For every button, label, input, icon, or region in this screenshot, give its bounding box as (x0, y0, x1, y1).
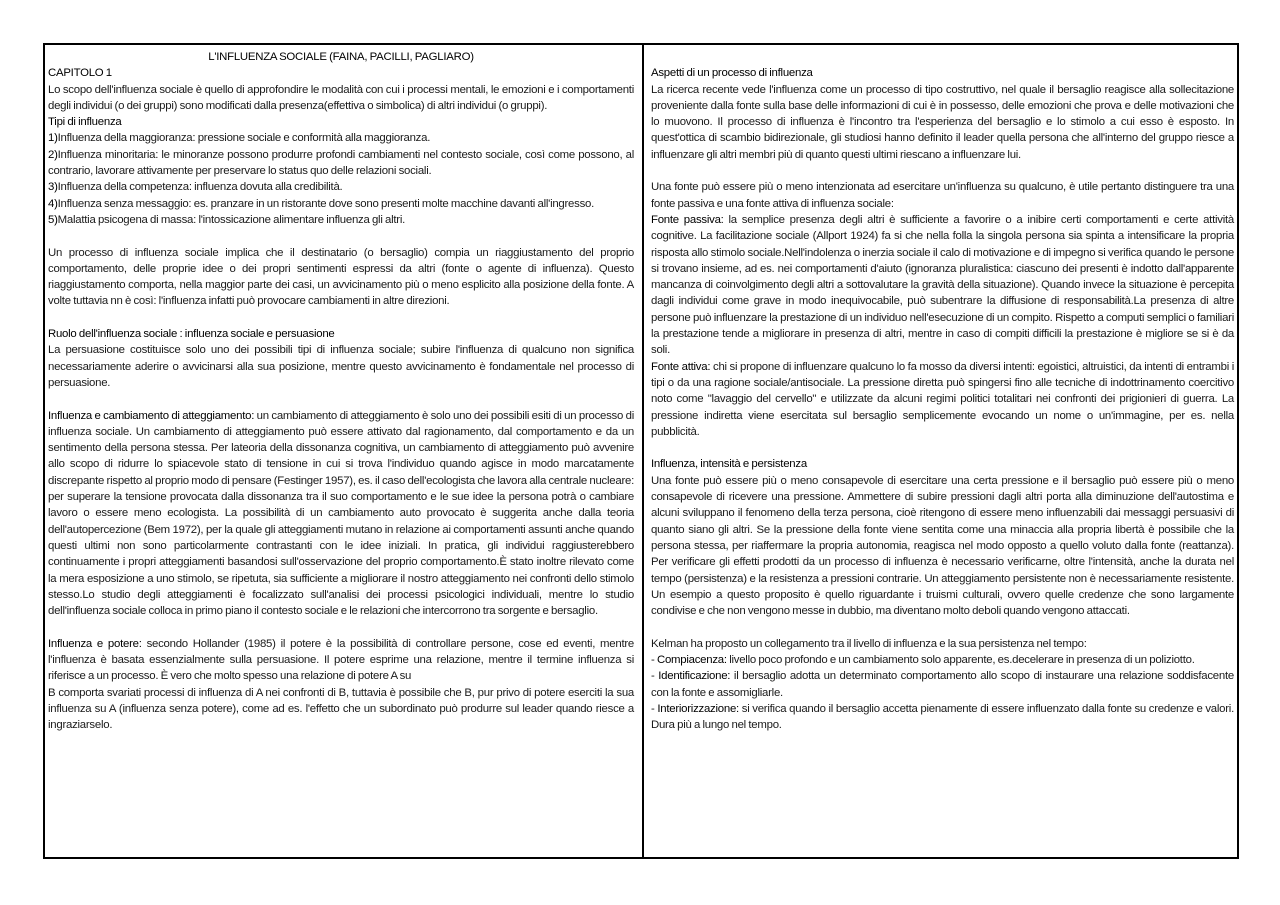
type-item: 3)Influenza della competenza: influenza dovuta alla credibilità. (48, 181, 343, 194)
role-heading: Ruolo dell'influenza sociale : influenza sociale e persuasione (48, 328, 335, 341)
kelman-item: - Interiorizzazione: si verifica quando il bersaglio accetta pienamente di essere influenzato dalla fonte su credenze e valori. Dura più a lungo nel tempo. (651, 702, 1234, 732)
kelman-intro: Kelman ha proposto un collegamento tra il livello di influenza e la sua persistenza nel tempo: (651, 637, 1087, 650)
attitude-paragraph: Influenza e cambiamento di atteggiamento: un cambiamento di atteggiamento è solo uno dei possibili esiti di un processo di influenza sociale. Un cambiamento di atteggiamento può essere attivato dal ragionamento, dal comportamento e da un sentimento della persona stessa. Per lateoria della dissonanza cognitiva, un cambiamento di atteggiamento può avvenire allo scopo di ridurre lo spiacevole stato di tensione in cui si trova l'individuo quando agisce in modo marcatamente discrepante rispetto al proprio modo di pensare (Festinger 1957), es. il caso dell'ecologista che lavora alla centrale nucleare: per superare la tensione provocata dalla dissonanza tra il suo comportamento e le sue idee la persona potrà o cambiare lavoro o essere meno ecologista. La possibilità di un cambiamento auto provocato è suggerita anche dalla teoria dell'autopercezione (Bem 1972), per la quale gli atteggiamenti mutano in relazione ai comportamenti assunti anche quando questi ultimi non sono particolarmente contrastanti con le idee iniziali. In pratica, gli individui raggiusterebbero continuamente i propri atteggiamenti basandosi sull'osservazione del proprio comportamento.È stato inoltre rilevato come la mera esposizione a uno stimolo, se ripetuta, sia sufficiente a migliorare il nostro atteggiamento nei confronti dello stimolo stesso.Lo studio degli atteggiamenti è focalizzato sull'analisi dei processi psicologici individuali, mentre lo studio dell'influenza sociale colloca in primo piano il contesto sociale e le relazioni che intercorrono tra sorgente e bersaglio. (48, 409, 634, 618)
aspects-heading: Aspetti di un processo di influenza (651, 67, 813, 80)
intensity-heading: Influenza, intensità e persistenza (651, 458, 807, 471)
active-source-paragraph: Fonte attiva: chi si propone di influenzare qualcuno lo fa mosso da diversi intenti: egoistici, altruistici, da intenti di entrambi i tipi o da una ragione sociale/antisociale. La pressione diretta può spingersi fino alle tecniche di indottrinamento coercitivo noto come "lavaggio del cervello" e utilizzate da alcuni regimi politici totalitari nei confronti dei prigionieri di guerra. La pressione indiretta viene esercitata sul bersaglio semplicemente evocando un nome o un'immagine, per es. nella pubblicità. (651, 360, 1235, 438)
active-source-label: Fonte attiva: (651, 360, 711, 373)
source-intro-paragraph: Una fonte può essere più o meno intenzionata ad esercitare un'influenza su qualcuno, è utile pertanto distinguere tra una fonte passiva e una fonte attiva di influenza sociale: (651, 181, 1234, 210)
power-paragraph: Influenza e potere: secondo Hollander (1985) il potere è la possibilità di controllare persone, cose ed eventi, mentre l'influenza è basata essenzialmente sulla persuasione. Il potere esprime una relazione, mentre il termine influenza si riferisce a un processo. È vero che molto spesso una relazione di potere A su (48, 637, 634, 683)
attitude-heading: Influenza e cambiamento di atteggiamento: (48, 409, 255, 422)
process-paragraph: Un processo di influenza sociale implica che il destinatario (o bersaglio) compia un riaggiustamento del proprio comportamento, delle proprie idee o dei propri sentimenti espressi da altri (fonte o agente di influenza). Questo riaggiustamento comporta, nella maggior parte dei casi, un avvicinamento più o meno esplicito alla posizione della fonte. A volte tuttavia nn è così: l'influenza infatti può provocare cambiamenti in altre direzioni. (48, 246, 634, 308)
power-heading: Influenza e potere: (48, 637, 142, 650)
power-paragraph-continued: B comporta svariati processi di influenza di A nei confronti di B, tuttavia è possibile che B, pur privo di potere eserciti la sua influenza su A (influenza senza potere), come ad es. l'effetto che un subordinato può produrre sul leader quando riesce a ingraziarselo. (48, 686, 634, 732)
role-paragraph: La persuasione costituisce solo uno dei possibili tipi di influenza sociale; subire l'influenza di qualcuno non significa necessariamente aderire o avvicinarsi alla sua posizione, mentre questo avvicinamento è fondamentale nel processo di persuasione. (48, 344, 634, 389)
intensity-paragraph: Una fonte può essere più o meno consapevole di esercitare una certa pressione e il bersaglio può essere più o meno consapevole di ricevere una pressione. Ammettere di subire pressioni dagli altri porta alla diminuzione dell'autostima e alcuni sviluppano il fenomeno della terza persona, cioè ritengono di essere meno influenzabili dai messaggi persuasivi di quanto siano gli altri. Se la pressione della fonte viene sentita come una minaccia alla propria libertà è possibile che la persona stessa, per riaffermare la propria autonomia, reagisca nel modo opposto a quello voluto dalla fonte (reattanza). Per verificare gli effetti prodotti da un processo di influenza è necessario verificarne, oltre l'intensità, anche la durata nel tempo (persistenza) e la resistenza a pressioni contrarie. Un atteggiamento persistente non è necessariamente resistente. Un esempio a questo proposito è quello riguardante i truismi culturali, ovvero quelle credenze che sono largamente condivise e che non vengono messe in dubbio, ma diventano molto deboli quando vengono attaccati. (651, 474, 1234, 618)
chapter-heading: CAPITOLO 1 (48, 67, 112, 80)
document-page (43, 43, 1239, 859)
column-divider (642, 45, 644, 857)
kelman-item: - Identificazione: il bersaglio adotta un determinato comportamento allo scopo di instaurare una relazione soddisfacente con la fonte e assomigliarle. (651, 670, 1234, 699)
kelman-item: - Compiacenza: livello poco profondo e un cambiamento solo apparente, es.decelerare in presenza di un poliziotto. (651, 653, 1195, 666)
types-heading: Tipi di influenza (48, 116, 122, 129)
document-title: L'INFLUENZA SOCIALE (FAINA, PACILLI, PAGLIARO) (208, 51, 474, 63)
left-column (48, 49, 634, 733)
intro-paragraph: Lo scopo dell'influenza sociale è quello di approfondire le modalità con cui i processi mentali, le emozioni e i comportamenti degli individui (o dei gruppi) sono modificati dalla presenza(effettiva o simbolica) di altri individui (o gruppi). (48, 83, 634, 112)
aspects-paragraph: La ricerca recente vede l'influenza come un processo di tipo costruttivo, nel quale il bersaglio reagisce alla sollecitazione proveniente dalla fonte sulla base delle informazioni di cui è in possesso, delle emozioni che prova e delle motivazioni che lo muovono. Il processo di influenza è l'incontro tra l'esperienza del bersaglio e lo stimolo a cui esso è esposto. In quest'ottica di scambio bidirezionale, gli studiosi hanno definito il leader quella persona che all'interno del gruppo riesce a influenzare gli altri membri più di quanto questi ultimi riescano a influenzare lui. (651, 83, 1234, 161)
type-item: 5)Malattia psicogena di massa: l'intossicazione alimentare influenza gli altri. (48, 213, 406, 226)
type-item: 1)Influenza della maggioranza: pressione sociale e conformità alla maggioranza. (48, 132, 431, 145)
type-item: 2)Influenza minoritaria: le minoranze possono produrre profondi cambiamenti nel contesto sociale, così come possono, al contrario, lavorare attivamente per preservare lo status quo delle relazioni sociali. (48, 148, 634, 178)
passive-source-paragraph: Fonte passiva: la semplice presenza degli altri è sufficiente a favorire o a inibire certi comportamenti e certe attività cognitive. La facilitazione sociale (Allport 1924) fa si che nella folla la singola persona sia spinta a intensificare la propria risposta allo stimolo sociale.Nell'indolenza o inerzia sociale il calo di motivazione e di impegno si verifica quando le persone si trovano insieme, ad es. nei comportamenti d'aiuto (ignoranza pluralistica: ciascuno dei presenti è indotto dall'apparente mancanza di coinvolgimento degli altri a sottovalutare la gravità della situazione). Quando invece la situazione è percepita dagli individui come grave in modo inequivocabile, può subentrare la diffusione di responsabilità.La presenza di altre persone può influenzare la prestazione di un individuo nell'esecuzione di un compito. Rispetto a computi semplici o familiari la prestazione tende a migliorare in presenza di altri, mentre in caso di compiti difficili la prestazione è migliore se si è da soli. (651, 213, 1235, 357)
right-column (651, 49, 1234, 733)
passive-source-label: Fonte passiva: (651, 213, 724, 226)
type-item: 4)Influenza senza messaggio: es. pranzare in un ristorante dove sono presenti molte macchine davanti all'ingresso. (48, 197, 595, 210)
